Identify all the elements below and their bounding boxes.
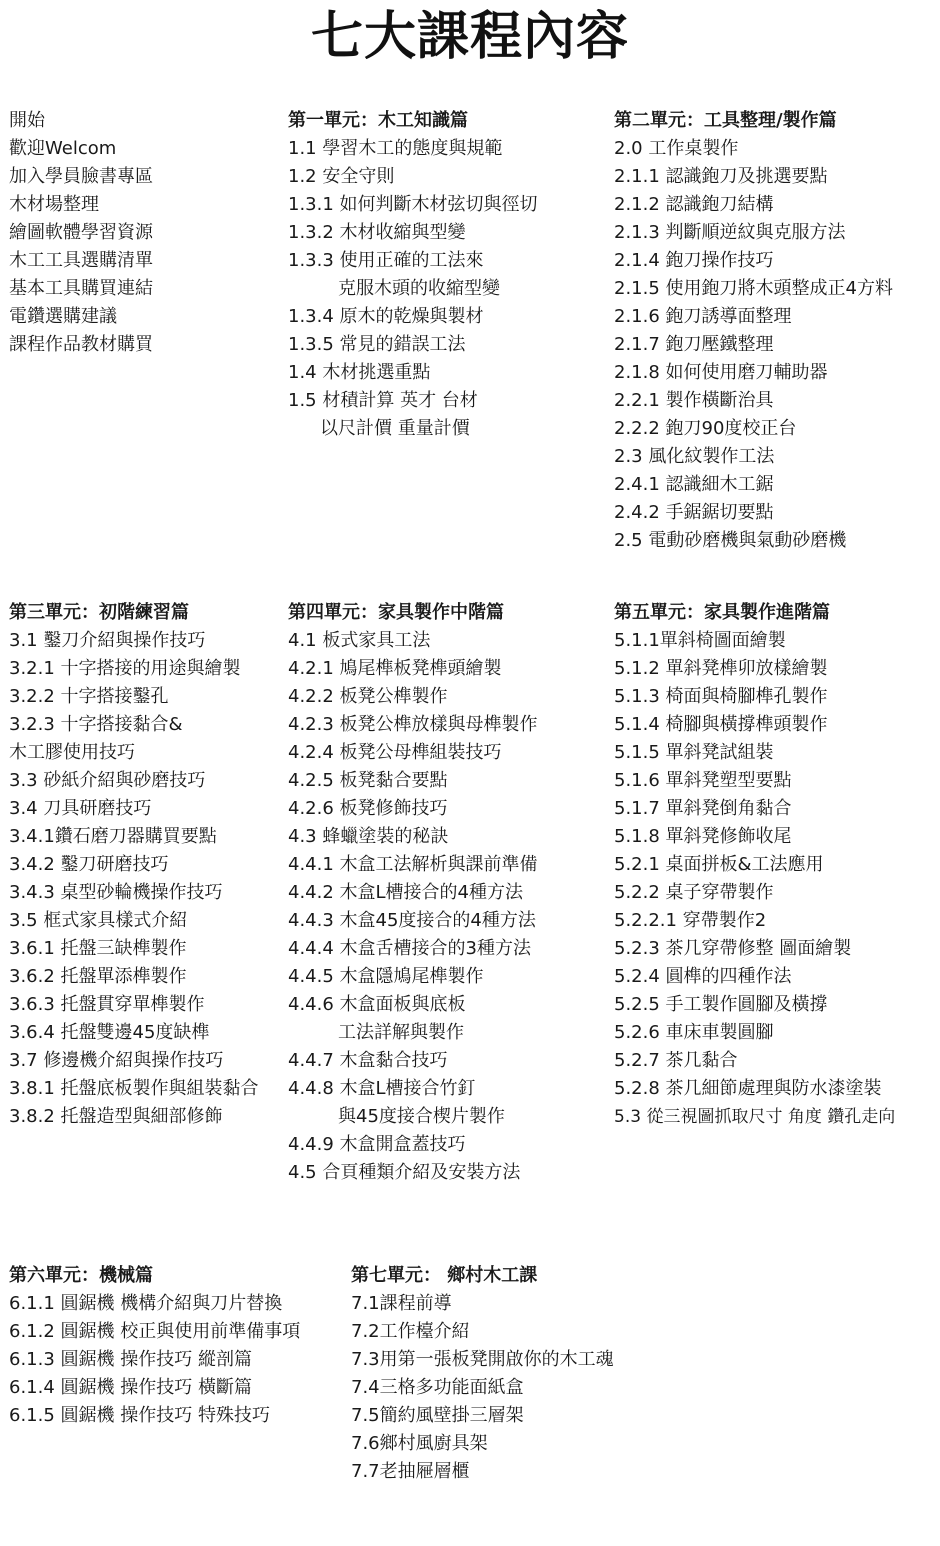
- list-item[interactable]: 3.4.3 桌型砂輪機操作技巧: [9, 882, 223, 903]
- list-item[interactable]: 4.4.9 木盒開盒蓋技巧: [288, 1134, 466, 1155]
- list-item[interactable]: 4.2.5 板凳黏合要點: [288, 770, 448, 791]
- list-item[interactable]: 3.4.2 鑿刀研磨技巧: [9, 854, 169, 875]
- list-item[interactable]: 4.2.4 板凳公母榫組裝技巧: [288, 742, 502, 763]
- list-item[interactable]: 4.4.1 木盒工法解析與課前準備: [288, 854, 538, 875]
- unit1-list: [288, 107, 538, 443]
- list-item[interactable]: 3.8.1 托盤底板製作與組裝黏合: [9, 1078, 259, 1099]
- list-item[interactable]: 2.1.3 判斷順逆紋與克服方法: [614, 222, 846, 243]
- list-item[interactable]: 5.1.1單斜椅圖面繪製: [614, 630, 786, 651]
- list-item[interactable]: 3.2.2 十字搭接鑿孔: [9, 686, 169, 707]
- list-item[interactable]: 3.4.1鑽石磨刀器購買要點: [9, 826, 217, 847]
- list-item[interactable]: 3.4 刀具研磨技巧: [9, 798, 152, 819]
- list-item[interactable]: 6.1.5 圓鋸機 操作技巧 特殊技巧: [9, 1405, 270, 1426]
- list-item[interactable]: 1.5 材積計算 英才 台材: [288, 390, 478, 411]
- list-item[interactable]: 4.4.6 木盒面板與底板: [288, 994, 466, 1015]
- unit5-list: [614, 599, 895, 1131]
- list-item[interactable]: 3.6.4 托盤雙邊45度缺榫: [9, 1022, 210, 1043]
- list-item[interactable]: 7.1課程前導: [351, 1293, 452, 1314]
- section-heading: 第四單元：家具製作中階篇: [288, 602, 504, 623]
- list-item[interactable]: 3.1 鑿刀介紹與操作技巧: [9, 630, 206, 651]
- list-item[interactable]: 4.2.6 板凳修飾技巧: [288, 798, 448, 819]
- list-item[interactable]: 2.2.2 鉋刀90度校正台: [614, 418, 797, 439]
- list-item[interactable]: 2.3 風化紋製作工法: [614, 446, 775, 467]
- list-item-continuation[interactable]: 工法詳解與製作: [338, 1022, 464, 1043]
- list-item[interactable]: 木材場整理: [9, 194, 99, 215]
- section-heading: 第六單元：機械篇: [9, 1265, 153, 1286]
- list-item[interactable]: 7.2工作檯介紹: [351, 1321, 470, 1342]
- list-item[interactable]: 5.1.5 單斜凳試組裝: [614, 742, 774, 763]
- list-item[interactable]: 加入學員臉書專區: [9, 166, 153, 187]
- unit3-list: [9, 599, 259, 1131]
- list-item[interactable]: 3.2.1 十字搭接的用途與繪製: [9, 658, 241, 679]
- list-item[interactable]: 4.4.3 木盒45度接合的4種方法: [288, 910, 536, 931]
- list-item[interactable]: 6.1.3 圓鋸機 操作技巧 縱剖篇: [9, 1349, 252, 1370]
- list-item[interactable]: 2.2.1 製作橫斷治具: [614, 390, 774, 411]
- list-item[interactable]: 1.1 學習木工的態度與規範: [288, 138, 503, 159]
- list-item[interactable]: 5.2.2 桌子穿帶製作: [614, 882, 774, 903]
- list-item[interactable]: 4.4.5 木盒隱鳩尾榫製作: [288, 966, 484, 987]
- list-item[interactable]: 4.4.4 木盒舌槽接合的3種方法: [288, 938, 531, 959]
- list-item[interactable]: 4.5 合頁種類介紹及安裝方法: [288, 1162, 521, 1183]
- list-item[interactable]: 4.2.2 板凳公榫製作: [288, 686, 448, 707]
- list-item[interactable]: 木工工具選購清單: [9, 250, 153, 271]
- section-heading: 第一單元：木工知識篇: [288, 110, 468, 131]
- list-item[interactable]: 7.3用第一張板凳開啟你的木工魂: [351, 1349, 614, 1370]
- list-item[interactable]: 開始: [9, 110, 45, 131]
- section-heading: 第七單元： 鄉村木工課: [351, 1265, 538, 1286]
- list-item-continuation[interactable]: 與45度接合楔片製作: [338, 1106, 505, 1127]
- list-item[interactable]: 3.2.3 十字搭接黏合&: [9, 714, 183, 735]
- list-item[interactable]: 電鑽選購建議: [9, 306, 117, 327]
- list-item[interactable]: 4.4.2 木盒L槽接合的4種方法: [288, 882, 524, 903]
- unit4-list: [288, 599, 538, 1187]
- list-item-continuation[interactable]: 木工膠使用技巧: [9, 742, 135, 763]
- list-item[interactable]: 3.6.1 托盤三缺榫製作: [9, 938, 187, 959]
- list-item[interactable]: 1.4 木材挑選重點: [288, 362, 431, 383]
- intro-list: [9, 107, 153, 359]
- list-item[interactable]: 2.1.4 鉋刀操作技巧: [614, 250, 774, 271]
- list-item[interactable]: 7.6鄉村風廚具架: [351, 1433, 488, 1454]
- list-item[interactable]: 5.2.2.1 穿帶製作2: [614, 910, 767, 931]
- list-item[interactable]: 5.2.1 桌面拼板&工法應用: [614, 854, 824, 875]
- list-item[interactable]: 6.1.4 圓鋸機 操作技巧 橫斷篇: [9, 1377, 252, 1398]
- list-item[interactable]: 2.0 工作桌製作: [614, 138, 739, 159]
- list-item[interactable]: 7.4三格多功能面紙盒: [351, 1377, 524, 1398]
- list-item[interactable]: 5.1.6 單斜凳塑型要點: [614, 770, 792, 791]
- list-item[interactable]: 2.4.2 手鋸鋸切要點: [614, 502, 774, 523]
- list-item[interactable]: 5.1.3 椅面與椅腳榫孔製作: [614, 686, 828, 707]
- list-item[interactable]: 6.1.2 圓鋸機 校正與使用前準備事項: [9, 1321, 301, 1342]
- list-item[interactable]: 5.1.2 單斜凳榫卯放樣繪製: [614, 658, 828, 679]
- unit6-list: [9, 1262, 300, 1430]
- list-item[interactable]: 5.2.4 圓榫的四種作法: [614, 966, 792, 987]
- list-item-continuation[interactable]: 以尺計價 重量計價: [320, 418, 470, 439]
- list-item[interactable]: 3.8.2 托盤造型與細部修飾: [9, 1106, 223, 1127]
- list-item[interactable]: 3.3 砂紙介紹與砂磨技巧: [9, 770, 206, 791]
- list-item[interactable]: 5.1.4 椅腳與橫撐榫頭製作: [614, 714, 828, 735]
- list-item[interactable]: 2.1.8 如何使用磨刀輔助器: [614, 362, 828, 383]
- list-item[interactable]: 1.3.4 原木的乾燥與製材: [288, 306, 484, 327]
- page-title: 七大課程內容: [310, 7, 629, 67]
- section-heading: 第五單元：家具製作進階篇: [614, 602, 830, 623]
- list-item[interactable]: 6.1.1 圓鋸機 機構介紹與刀片替換: [9, 1293, 283, 1314]
- unit7-list: [351, 1262, 614, 1486]
- list-item[interactable]: 4.4.8 木盒L槽接合竹釘: [288, 1078, 476, 1099]
- list-item-continuation[interactable]: 克服木頭的收縮型變: [338, 278, 500, 299]
- section-heading: 第二單元：工具整理/製作篇: [614, 110, 837, 131]
- unit2-list: [614, 107, 893, 555]
- list-item[interactable]: 2.1.6 鉋刀誘導面整理: [614, 306, 792, 327]
- list-item[interactable]: 5.1.8 單斜凳修飾收尾: [614, 826, 792, 847]
- list-item[interactable]: 5.3 從三視圖抓取尺寸 角度 鑽孔走向: [614, 1107, 896, 1127]
- list-item[interactable]: 2.1.5 使用鉋刀將木頭整成正4方料: [614, 278, 893, 299]
- list-item[interactable]: 基本工具購買連結: [9, 278, 153, 299]
- list-item[interactable]: 5.2.3 茶几穿帶修整 圖面繪製: [614, 938, 852, 959]
- list-item[interactable]: 2.1.1 認識鉋刀及挑選要點: [614, 166, 828, 187]
- list-item[interactable]: 1.3.3 使用正確的工法來: [288, 250, 484, 271]
- list-item[interactable]: 4.1 板式家具工法: [288, 630, 431, 651]
- list-item[interactable]: 1.3.2 木材收縮與型變: [288, 222, 466, 243]
- list-item[interactable]: 5.2.8 茶几細節處理與防水漆塗裝: [614, 1078, 882, 1099]
- list-item[interactable]: 5.2.6 車床車製圓腳: [614, 1022, 774, 1043]
- list-item[interactable]: 5.2.5 手工製作圓腳及橫撐: [614, 994, 828, 1015]
- list-item[interactable]: 2.1.7 鉋刀壓鐵整理: [614, 334, 774, 355]
- list-item[interactable]: 4.2.1 鳩尾榫板凳榫頭繪製: [288, 658, 502, 679]
- list-item[interactable]: 3.5 框式家具樣式介紹: [9, 910, 188, 931]
- list-item[interactable]: 課程作品教材購買: [9, 334, 153, 355]
- list-item[interactable]: 歡迎Welcom: [9, 138, 117, 159]
- list-item[interactable]: 5.2.7 茶几黏合: [614, 1050, 738, 1071]
- section-heading: 第三單元：初階練習篇: [9, 602, 189, 623]
- list-item[interactable]: 4.2.3 板凳公榫放樣與母榫製作: [288, 714, 538, 735]
- list-item[interactable]: 2.1.2 認識鉋刀結構: [614, 194, 774, 215]
- list-item[interactable]: 繪圖軟體學習資源: [9, 222, 153, 243]
- list-item[interactable]: 3.6.2 托盤單添榫製作: [9, 966, 187, 987]
- list-item[interactable]: 5.1.7 單斜凳倒角黏合: [614, 798, 792, 819]
- list-item[interactable]: 7.5簡約風壁掛三層架: [351, 1405, 524, 1426]
- list-item[interactable]: 2.4.1 認識細木工鋸: [614, 474, 774, 495]
- list-item[interactable]: 4.4.7 木盒黏合技巧: [288, 1050, 448, 1071]
- list-item[interactable]: 1.2 安全守則: [288, 166, 395, 187]
- list-item[interactable]: 2.5 電動砂磨機與氣動砂磨機: [614, 530, 847, 551]
- list-item[interactable]: 3.6.3 托盤貫穿單榫製作: [9, 994, 205, 1015]
- list-item[interactable]: 4.3 蜂蠟塗裝的秘訣: [288, 826, 449, 847]
- list-item[interactable]: 1.3.5 常見的錯誤工法: [288, 334, 466, 355]
- list-item[interactable]: 3.7 修邊機介紹與操作技巧: [9, 1050, 224, 1071]
- list-item[interactable]: 1.3.1 如何判斷木材弦切與徑切: [288, 194, 538, 215]
- list-item[interactable]: 7.7老抽屜層櫃: [351, 1461, 470, 1482]
